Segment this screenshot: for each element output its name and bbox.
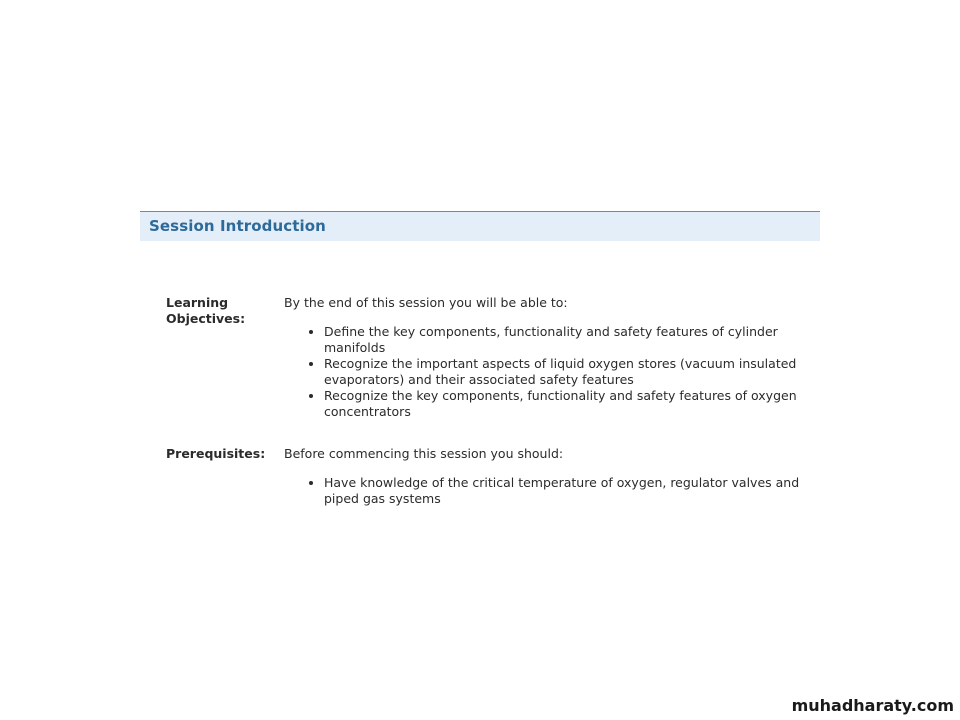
session-title: Session Introduction [149,217,326,235]
objectives-list [306,324,834,420]
objective-item: • Recognize the important aspects of liquid oxygen stores (vacuum insulated evaporators) and their associated safety features [324,356,834,388]
objective-item: • Recognize the key components, functionality and safety features of oxygen concentrators [324,388,834,420]
learning-objectives-label-line1: Learning [166,295,229,310]
objectives-lead-text: By the end of this session you will be able to: [284,295,568,310]
site-watermark: muhadharaty.com [791,696,954,715]
prerequisites-label: Prerequisites: [166,446,266,461]
objective-item: • Define the key components, functionality and safety features of cylinder manifolds [324,324,834,356]
prerequisite-item: • Have knowledge of the critical temperature of oxygen, regulator valves and piped gas systems [324,475,834,507]
learning-objectives-label [166,295,245,327]
prerequisites-list [306,475,834,507]
learning-objectives-label-line2: Objectives: [166,311,246,326]
session-header-bar [140,211,820,241]
prerequisites-lead-text: Before commencing this session you should: [284,446,564,461]
